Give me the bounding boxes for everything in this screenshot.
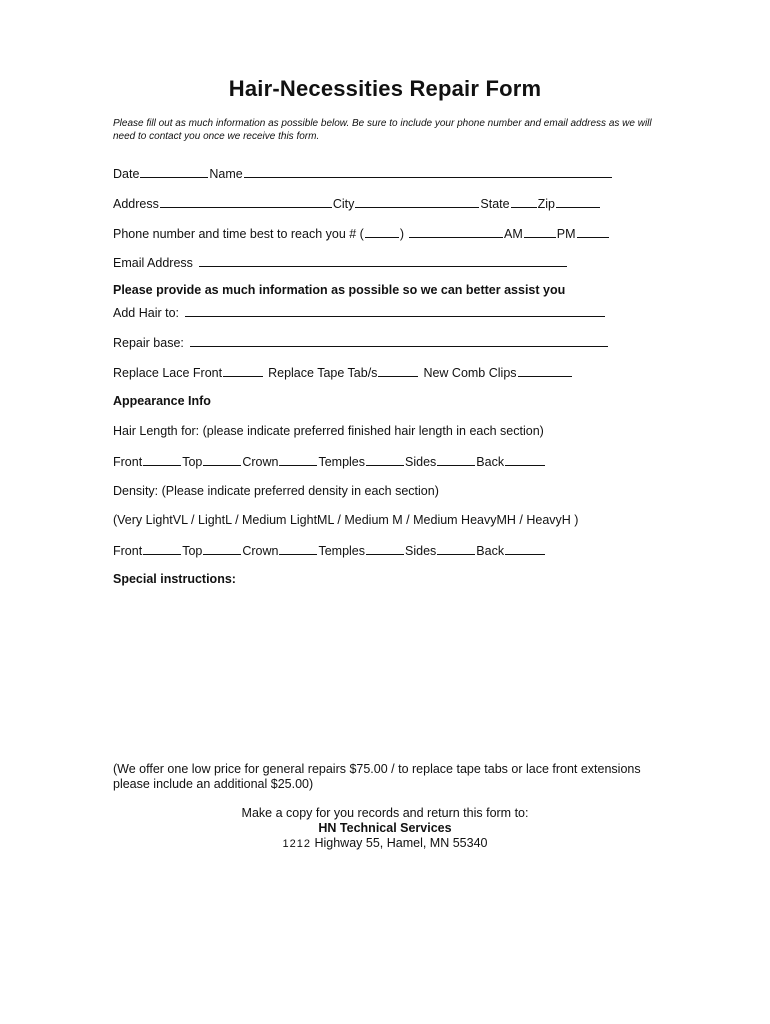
area-code-field[interactable] (365, 226, 399, 238)
length-sides-field[interactable] (437, 454, 475, 466)
length-sides-label: Sides (405, 455, 437, 469)
length-top-label: Top (182, 455, 203, 469)
special-instructions-heading: Special instructions: (113, 572, 236, 586)
density-back-field[interactable] (505, 543, 545, 555)
appearance-heading: Appearance Info (113, 394, 211, 408)
phone-close-paren: ) (399, 227, 405, 241)
state-label: State (480, 197, 510, 211)
replace-lace-field[interactable] (223, 365, 263, 377)
hair-length-instructions: Hair Length for: (please indicate preferred finished hair length in each section) (113, 424, 544, 438)
date-name-row (113, 166, 613, 181)
length-back-field[interactable] (505, 454, 545, 466)
density-sides-label: Sides (405, 544, 437, 558)
density-front-label: Front (113, 544, 143, 558)
state-field[interactable] (511, 196, 537, 208)
repair-base-label: Repair base: (113, 336, 184, 350)
add-hair-row (113, 305, 606, 320)
density-options: (Very LightVL / LightL / Medium LightML / Medium M / Medium HeavyMH / HeavyH ) (113, 513, 579, 527)
add-hair-label: Add Hair to: (113, 306, 180, 320)
replace-options-row (113, 365, 573, 380)
am-label: AM (504, 227, 523, 241)
replace-lace-label: Replace Lace Front (113, 366, 223, 380)
phone-row (113, 226, 610, 241)
date-field[interactable] (140, 166, 208, 178)
repair-base-row (113, 335, 609, 350)
density-crown-label: Crown (242, 544, 279, 558)
density-temples-label: Temples (318, 544, 366, 558)
add-hair-field[interactable] (185, 305, 605, 317)
zip-field[interactable] (556, 196, 600, 208)
email-row (113, 255, 568, 270)
special-instructions-area[interactable] (113, 592, 658, 742)
density-crown-field[interactable] (279, 543, 317, 555)
length-top-field[interactable] (203, 454, 241, 466)
density-top-field[interactable] (203, 543, 241, 555)
city-field[interactable] (355, 196, 479, 208)
replace-tape-label: Replace Tape Tab/s (268, 366, 378, 380)
return-instructions: Make a copy for you records and return this form to: (241, 806, 529, 820)
new-comb-field[interactable] (518, 365, 572, 377)
length-temples-field[interactable] (366, 454, 404, 466)
address-row (113, 196, 601, 211)
density-sections-row (113, 543, 546, 558)
length-crown-label: Crown (242, 455, 279, 469)
company-name: HN Technical Services (318, 821, 452, 835)
phone-label: Phone number and time best to reach you # ( (113, 227, 364, 241)
address-street: Highway 55, Hamel, MN 55340 (311, 836, 488, 850)
length-front-label: Front (113, 455, 143, 469)
density-front-field[interactable] (143, 543, 181, 555)
density-top-label: Top (182, 544, 203, 558)
length-front-field[interactable] (143, 454, 181, 466)
email-label: Email Address (113, 256, 193, 270)
new-comb-label: New Comb Clips (423, 366, 517, 380)
density-back-label: Back (476, 544, 505, 558)
pm-field[interactable] (577, 226, 609, 238)
address-label: Address (113, 197, 159, 211)
density-temples-field[interactable] (366, 543, 404, 555)
name-label: Name (209, 167, 243, 181)
pm-label: PM (556, 227, 576, 241)
name-field[interactable] (244, 166, 612, 178)
length-back-label: Back (476, 455, 505, 469)
phone-field[interactable] (409, 226, 503, 238)
city-label: City (332, 197, 355, 211)
email-field[interactable] (199, 255, 567, 267)
am-field[interactable] (524, 226, 556, 238)
form-intro: Please fill out as much information as possible below. Be sure to include your phone number and email address as we will need to contact you once we receive this form. (113, 118, 652, 142)
density-instructions: Density: (Please indicate preferred density in each section) (113, 484, 439, 498)
length-temples-label: Temples (318, 455, 366, 469)
zip-label: Zip (537, 197, 555, 211)
address-field[interactable] (160, 196, 332, 208)
length-crown-field[interactable] (279, 454, 317, 466)
pricing-note: (We offer one low price for general repairs $75.00 / to replace tape tabs or lace front extensions please include an additional $25.00) (113, 762, 641, 791)
company-address (0, 836, 770, 850)
density-sides-field[interactable] (437, 543, 475, 555)
date-label: Date (113, 167, 140, 181)
replace-tape-field[interactable] (378, 365, 418, 377)
repair-base-field[interactable] (190, 335, 608, 347)
form-title: Hair-Necessities Repair Form (228, 76, 542, 101)
length-sections-row (113, 454, 546, 469)
address-number: 1212 (282, 838, 311, 850)
provide-info-heading: Please provide as much information as possible so we can better assist you (113, 283, 566, 297)
